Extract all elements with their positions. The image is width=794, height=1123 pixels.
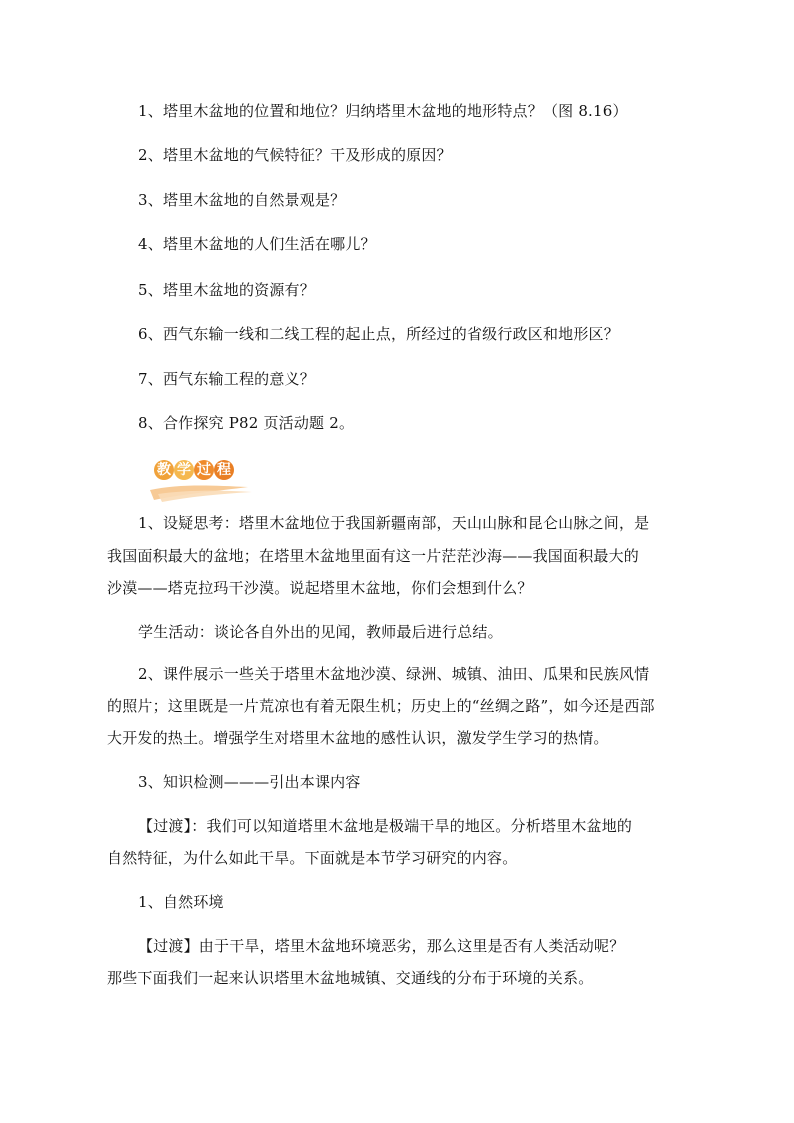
question-5: 5、塔里木盆地的资源有？ [138, 281, 315, 299]
question-6: 6、西气东输一线和二线工程的起止点，所经过的省级行政区和地形区？ [138, 325, 619, 343]
paragraph-5-line-2: 自然特征，为什么如此干旱。下面就是本节学习研究的内容。 [107, 849, 518, 867]
section-banner [148, 454, 258, 504]
banner-char-2: 学 [174, 460, 194, 480]
question-7: 7、西气东输工程的意义？ [138, 370, 315, 388]
paragraph-3-line-1: 2、课件展示一些关于塔里木盆地沙漠、绿洲、城镇、油田、瓜果和民族风情 [138, 665, 650, 683]
paragraph-5-line-1: 【过渡】：我们可以知道塔里木盆地是极端干旱的地区。分析塔里木盆地的 [138, 817, 633, 835]
paragraph-3-line-2: 的照片；这里既是一片荒凉也有着无限生机；历史上的“丝绸之路”，如今还是西部 [107, 697, 655, 715]
paragraph-7-line-1: 【过渡】由于干旱，塔里木盆地环境恶劣，那么这里是否有人类活动呢？ [138, 937, 625, 955]
paragraph-6: 1、自然环境 [138, 893, 224, 911]
question-3: 3、塔里木盆地的自然景观是？ [138, 191, 346, 209]
question-4: 4、塔里木盆地的人们生活在哪儿？ [138, 235, 376, 253]
paragraph-3-line-3: 大开发的热土。增强学生对塔里木盆地的感性认识，激发学生学习的热情。 [107, 729, 609, 747]
question-2: 2、塔里木盆地的气候特征？干及形成的原因？ [138, 146, 452, 164]
banner-char-3: 过 [194, 460, 214, 480]
paragraph-2: 学生活动：谈论各自外出的见闻，教师最后进行总结。 [138, 623, 503, 641]
paragraph-4: 3、知识检测———引出本课内容 [138, 773, 361, 791]
paragraph-1-line-3: 沙漠——塔克拉玛干沙漠。说起塔里木盆地，你们会想到什么？ [107, 579, 533, 597]
question-1: 1、塔里木盆地的位置和地位？归纳塔里木盆地的地形特点？（图 8.16） [138, 102, 628, 120]
banner-char-1: 教 [154, 460, 174, 480]
question-8: 8、合作探究 P82 页活动题 2。 [138, 414, 355, 432]
banner-char-4: 程 [214, 460, 234, 480]
paragraph-7-line-2: 那些下面我们一起来认识塔里木盆地城镇、交通线的分布于环境的关系。 [107, 969, 594, 987]
paragraph-1-line-2: 我国面积最大的盆地；在塔里木盆地里面有这一片茫茫沙海——我国面积最大的 [107, 547, 640, 565]
paragraph-1-line-1: 1、设疑思考：塔里木盆地位于我国新疆南部，天山山脉和昆仑山脉之间，是 [138, 514, 650, 532]
banner-title [154, 460, 234, 480]
